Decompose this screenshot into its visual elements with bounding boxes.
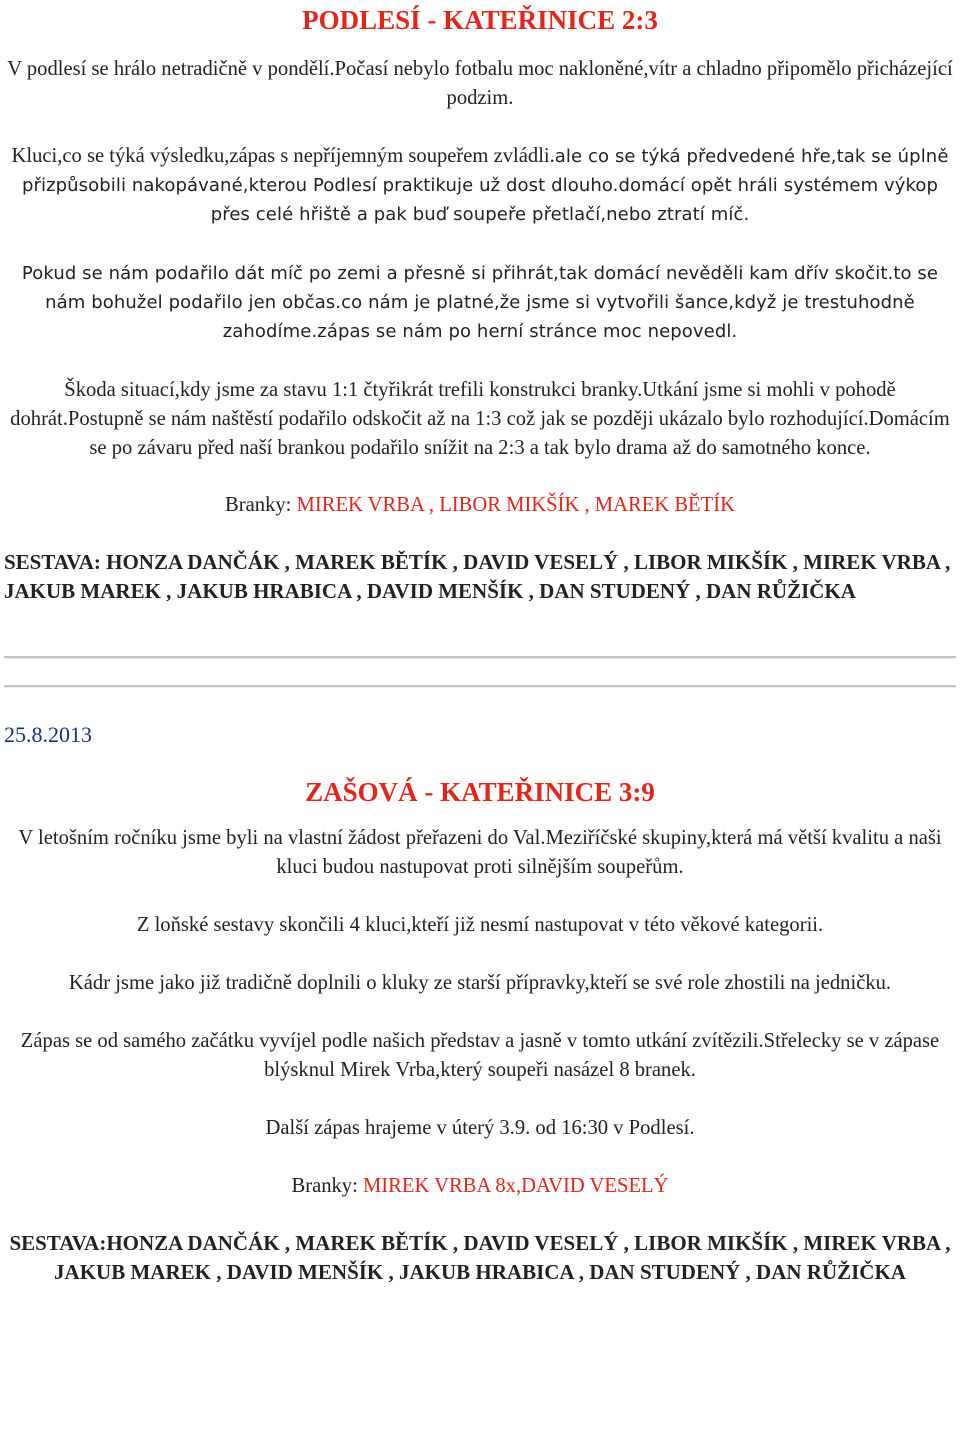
match-title: ZAŠOVÁ - KATEŘINICE 3:9 — [305, 777, 655, 807]
lineup: SESTAVA: HONZA DANČÁK , MAREK BĚTÍK , DAVID VESELÝ , LIBOR MIKŠÍK , MIREK VRBA , JAKUB MAREK , JAKUB HRABICA , DAVID MENŠÍK , DAN STUDENÝ , DAN RŮŽIČKA — [4, 550, 951, 603]
goals-label: Branky: — [225, 494, 297, 516]
paragraph: V letošním ročníku jsme byli na vlastní žádost přeřazeni do Val.Meziříčské skupiny,která má větší kvalitu a naši kluci budou nastupovat proti silnějším soupeřům. — [18, 827, 942, 878]
goals-line — [4, 1172, 956, 1201]
goal-scorers: MIREK VRBA 8x,DAVID VESELÝ — [362, 1175, 669, 1197]
match-title: PODLESÍ - KATEŘINICE 2:3 — [302, 5, 658, 35]
goal-scorers: MIREK VRBA , LIBOR MIKŠÍK , MAREK BĚTÍK — [296, 494, 735, 516]
paragraph: Další zápas hrajeme v úterý 3.9. od 16:30 v Podlesí. — [265, 1117, 695, 1139]
goals-line — [4, 491, 956, 520]
paragraph-text: ale co se týká předvedené hře,tak se úplně přizpůsobili nakopávané,kterou Podlesí praktikuje už dost dlouho.domácí opět hráli systémem výkop přes celé hřiště a pak buď soupeře přetlačí,nebo ztratí míč. — [21, 146, 949, 225]
post-date: 25.8.2013 — [4, 722, 92, 747]
paragraph-text: Kluci,co se týká výsledku,zápas s nepříjemným soupeřem zvládli. — [11, 145, 555, 167]
paragraph: Zápas se od samého začátku vyvíjel podle našich představ a jasně v tomto utkání zvítězili.Střelecky se v zápase blýsknul Mirek Vrba,který soupeři nasázel 8 branek. — [20, 1030, 940, 1081]
paragraph — [4, 142, 956, 229]
paragraph: V podlesí se hrálo netradičně v pondělí.Počasí nebylo fotbalu moc nakloněné,vítr a chladno připomělo přicházející podzim. — [7, 58, 953, 109]
match-report-1 — [4, 0, 956, 606]
paragraph: Z loňské sestavy skončili 4 kluci,kteří již nesmí nastupovat v této věkové kategorii. — [136, 914, 824, 936]
paragraph: Škoda situací,kdy jsme za stavu 1:1 čtyřikrát trefili konstrukci branky.Utkání jsme si mohli v pohodě dohrát.Postupně se nám naštěstí podařilo odskočit až na 1:3 což jak se později ukázalo bylo rozhodující.Domácím se po závaru před naší brankou podařilo snížit na 2:3 a tak bylo drama až do samotného konce. — [10, 379, 950, 459]
paragraph: Kádr jsme jako již tradičně doplnili o kluky ze starší přípravky,kteří se své role zhostili na jedničku. — [68, 972, 892, 994]
match-report-2 — [4, 720, 956, 1287]
goals-label: Branky: — [291, 1175, 363, 1197]
lineup: SESTAVA:HONZA DANČÁK , MAREK BĚTÍK , DAVID VESELÝ , LIBOR MIKŠÍK , MIREK VRBA , JAKUB MAREK , DAVID MENŠÍK , JAKUB HRABICA , DAN STUDENÝ , DAN RŮŽIČKA — [9, 1231, 951, 1284]
paragraph: Pokud se nám podařilo dát míč po zemi a přesně si přihrát,tak domácí nevěděli kam dřív skočit.to se nám bohužel podařilo jen občas.co nám je platné,že jsme si vytvořili šance,když je trestuhodně zahodíme.zápas se nám po herní stránce moc nepovedl. — [21, 263, 939, 342]
